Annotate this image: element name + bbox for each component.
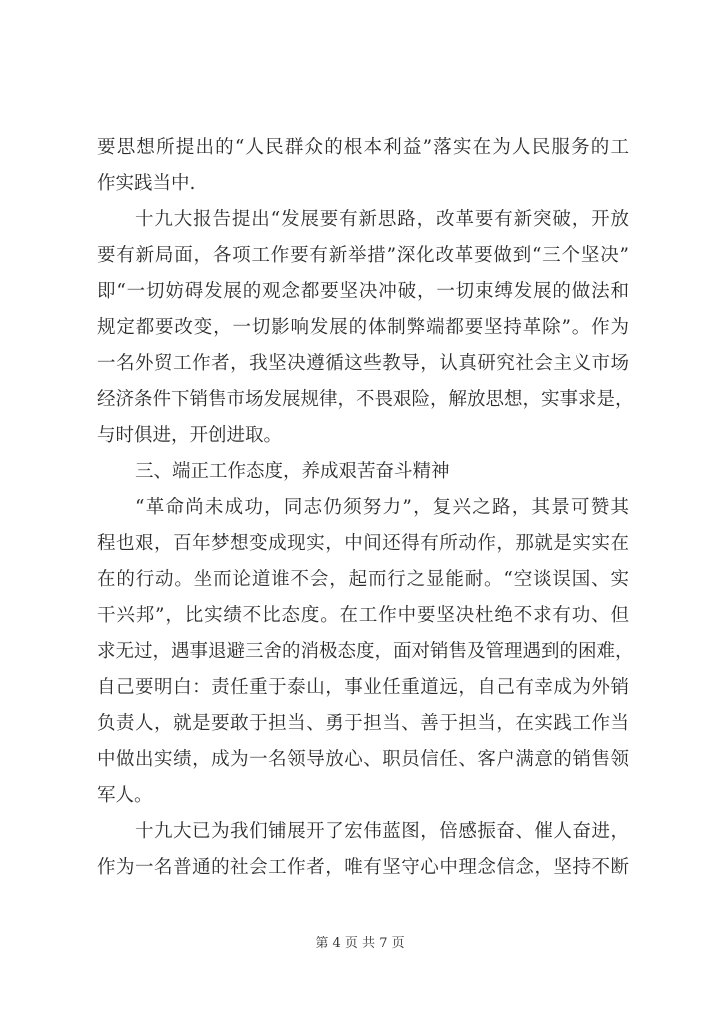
page-footer (0, 932, 720, 951)
text-line: 作为一名普通的社会工作者，唯有坚守心中理念信念，坚持不断 (97, 857, 629, 878)
text-line: 作实践当中. (97, 173, 196, 194)
section-heading: 三、端正工作态度，养成艰苦奋斗精神 (135, 461, 450, 482)
text-line: 要思想所提出的“人民群众的根本利益”落实在为人民服务的工 (97, 137, 629, 158)
text-line: 自己要明白：责任重于泰山，事业任重道远，自己有幸成为外销 (97, 677, 629, 698)
text-line: 十九大报告提出“发展要有新思路，改革要有新突破，开放 (135, 209, 629, 230)
page-indicator: 第 4 页 共 7 页 (315, 936, 405, 951)
text-line: 军人。 (97, 785, 153, 806)
text-line: 十九大已为我们铺展开了宏伟蓝图，倍感振奋、催人奋进， (135, 821, 629, 842)
text-line: 经济条件下销售市场发展规律，不畏艰险，解放思想，实事求是， (97, 389, 634, 410)
text-line: 在的行动。坐而论道谁不会，起而行之显能耐。“空谈误国、实 (97, 569, 629, 590)
text-line: 干兴邦”，比实绩不比态度。在工作中要坚决杜绝不求有功、但 (97, 605, 629, 626)
text-line: 与时俱进，开创进取。 (97, 425, 283, 446)
text-line: 要有新局面，各项工作要有新举措”深化改革要做到“三个坚决” (97, 245, 629, 266)
text-line: “革命尚未成功，同志仍须努力”，复兴之路，其景可赞其 (135, 497, 629, 518)
text-line: 程也艰，百年梦想变成现实，中间还得有所动作，那就是实实在 (97, 533, 629, 554)
text-line: 一名外贸工作者，我坚决遵循这些教导，认真研究社会主义市场 (97, 353, 629, 374)
text-line: 即“一切妨碍发展的观念都要坚决冲破，一切束缚发展的做法和 (97, 281, 629, 302)
text-line: 中做出实绩，成为一名领导放心、职员信任、客户满意的销售领 (97, 749, 629, 770)
text-line: 规定都要改变，一切影响发展的体制弊端都要坚持革除”。作为 (97, 317, 629, 338)
text-line: 负责人，就是要敢于担当、勇于担当、善于担当，在实践工作当 (97, 713, 629, 734)
document-body (97, 130, 634, 886)
text-line: 求无过，遇事退避三舍的消极态度，面对销售及管理遇到的困难， (97, 641, 634, 662)
